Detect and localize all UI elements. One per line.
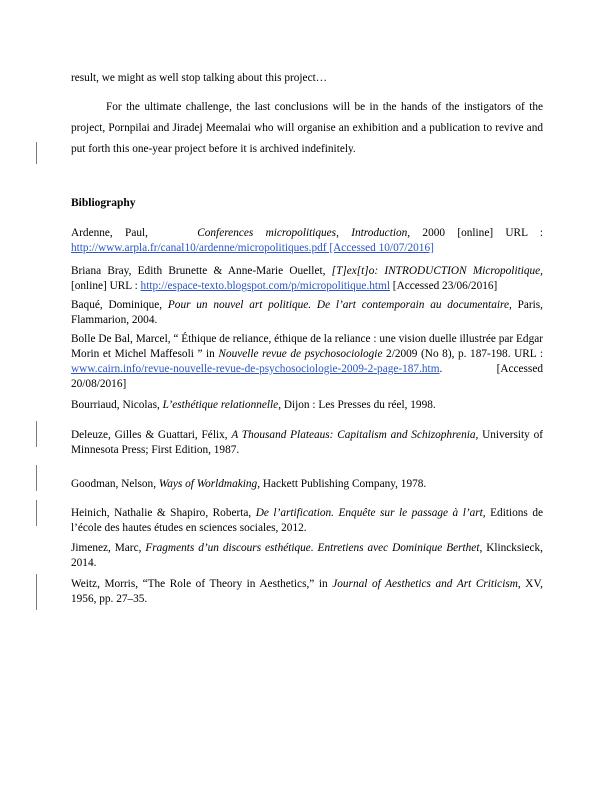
- bib-entry-ardenne: [71, 226, 543, 256]
- bib-link[interactable]: http://espace-texto.blogspot.com/p/micropolitique.html: [140, 280, 390, 292]
- bib-link[interactable]: www.cairn.info/revue-nouvelle-revue-de-psychosociologie-2009-2-page-187.htm: [71, 363, 440, 375]
- bib-author: Briana Bray, Edith Brunette & Anne-Marie Ouellet,: [71, 265, 332, 277]
- bib-title: De l’artification. Enquête sur le passage à l’art,: [255, 507, 486, 519]
- bib-rest: 2000 [online] URL :: [410, 227, 544, 239]
- bib-rest: [online] URL :: [71, 280, 141, 292]
- bib-entry-bourriaud: [71, 398, 543, 413]
- bib-author: Weitz, Morris, “The Role of Theory in Aesthetics,” in: [71, 578, 333, 590]
- bib-title: Ways of Worldmaking,: [158, 478, 261, 490]
- change-bar: [36, 500, 37, 526]
- bib-entry-jimenez: [71, 541, 543, 571]
- bib-author: Bourriaud, Nicolas,: [71, 399, 163, 411]
- bib-rest: , Dijon : Les Presses du réel, 1998.: [278, 399, 436, 411]
- bib-rest: University of Minnesota Press; First Edition, 1987.: [71, 429, 543, 456]
- bib-entry-baque: [71, 298, 543, 328]
- bib-accessed: [Accessed 23/06/2016]: [389, 280, 498, 292]
- bibliography-heading: Bibliography: [71, 197, 136, 209]
- bib-rest: , Klincksieck, 2014.: [71, 542, 543, 569]
- bib-author: Jimenez, Marc,: [71, 542, 146, 554]
- bib-title: Nouvelle revue de psychosociologie: [218, 348, 383, 360]
- bib-author: Baqué, Dominique,: [71, 299, 168, 311]
- bib-author: Ardenne, Paul,: [71, 227, 148, 239]
- bib-title: Fragments d’un discours esthétique. Entretiens avec Dominique Berthet: [145, 542, 480, 554]
- bib-author: Bolle De Bal, Marcel, “ Éthique de reliance, éthique de la reliance : une vision duelle illustrée par Edgar Morin et Michel Maffesoli ” in: [71, 333, 543, 360]
- change-bar: [36, 574, 37, 610]
- bib-entry-deleuze: [71, 428, 543, 458]
- bib-entry-weitz: [71, 577, 543, 607]
- bib-accessed: . [Accessed 20/08/2016]: [71, 363, 543, 390]
- bib-entry-bolle: [71, 332, 543, 392]
- bib-author: Deleuze, Gilles & Guattari, Félix,: [71, 429, 232, 441]
- bib-title: Pour un nouvel art politique. De l’art contemporain au documentaire,: [167, 299, 512, 311]
- bib-rest: , XV, 1956, pp. 27–35.: [71, 578, 543, 605]
- paragraph-conclusion: For the ultimate challenge, the last conclusions will be in the hands of the instigators of the project, Pornpilai and Jiradej Meemalai who will organise an exhibition and a publication to revive and put forth this one-year project before it is archived indefinitely.: [71, 101, 543, 155]
- change-bar: [36, 465, 37, 491]
- bib-rest: Editions de l’école des hautes études en sciences sociales, 2012.: [71, 507, 543, 534]
- bib-entry-goodman: [71, 477, 543, 492]
- bib-rest: 2/2009 (No 8), p. 187-198. URL :: [382, 348, 544, 360]
- bib-entry-heinich: [71, 506, 543, 536]
- change-bar: [36, 421, 37, 447]
- bib-title: Journal of Aesthetics and Art Criticism: [332, 578, 518, 590]
- bib-title: L’esthétique relationnelle: [162, 399, 279, 411]
- change-bar: [36, 142, 37, 164]
- bib-author: Heinich, Nathalie & Shapiro, Roberta,: [71, 507, 256, 519]
- bib-author: Goodman, Nelson,: [71, 478, 159, 490]
- bib-rest: Paris, Flammarion, 2004.: [71, 299, 543, 326]
- bib-title: A Thousand Plateaus: Capitalism and Schizophrenia,: [231, 429, 479, 441]
- bib-title: [T]ex[t]o: INTRODUCTION Micropolitique,: [331, 265, 544, 277]
- bib-rest: Hackett Publishing Company, 1978.: [260, 478, 427, 490]
- bib-title: Conferences micropolitiques, Introduction,: [197, 227, 411, 239]
- bib-link[interactable]: http://www.arpla.fr/canal10/ardenne/micropolitiques.pdf [Accessed 10/07/2016]: [71, 242, 434, 254]
- bib-entry-bray: [71, 264, 543, 294]
- paragraph-continuation: result, we might as well stop talking about this project…: [71, 72, 328, 84]
